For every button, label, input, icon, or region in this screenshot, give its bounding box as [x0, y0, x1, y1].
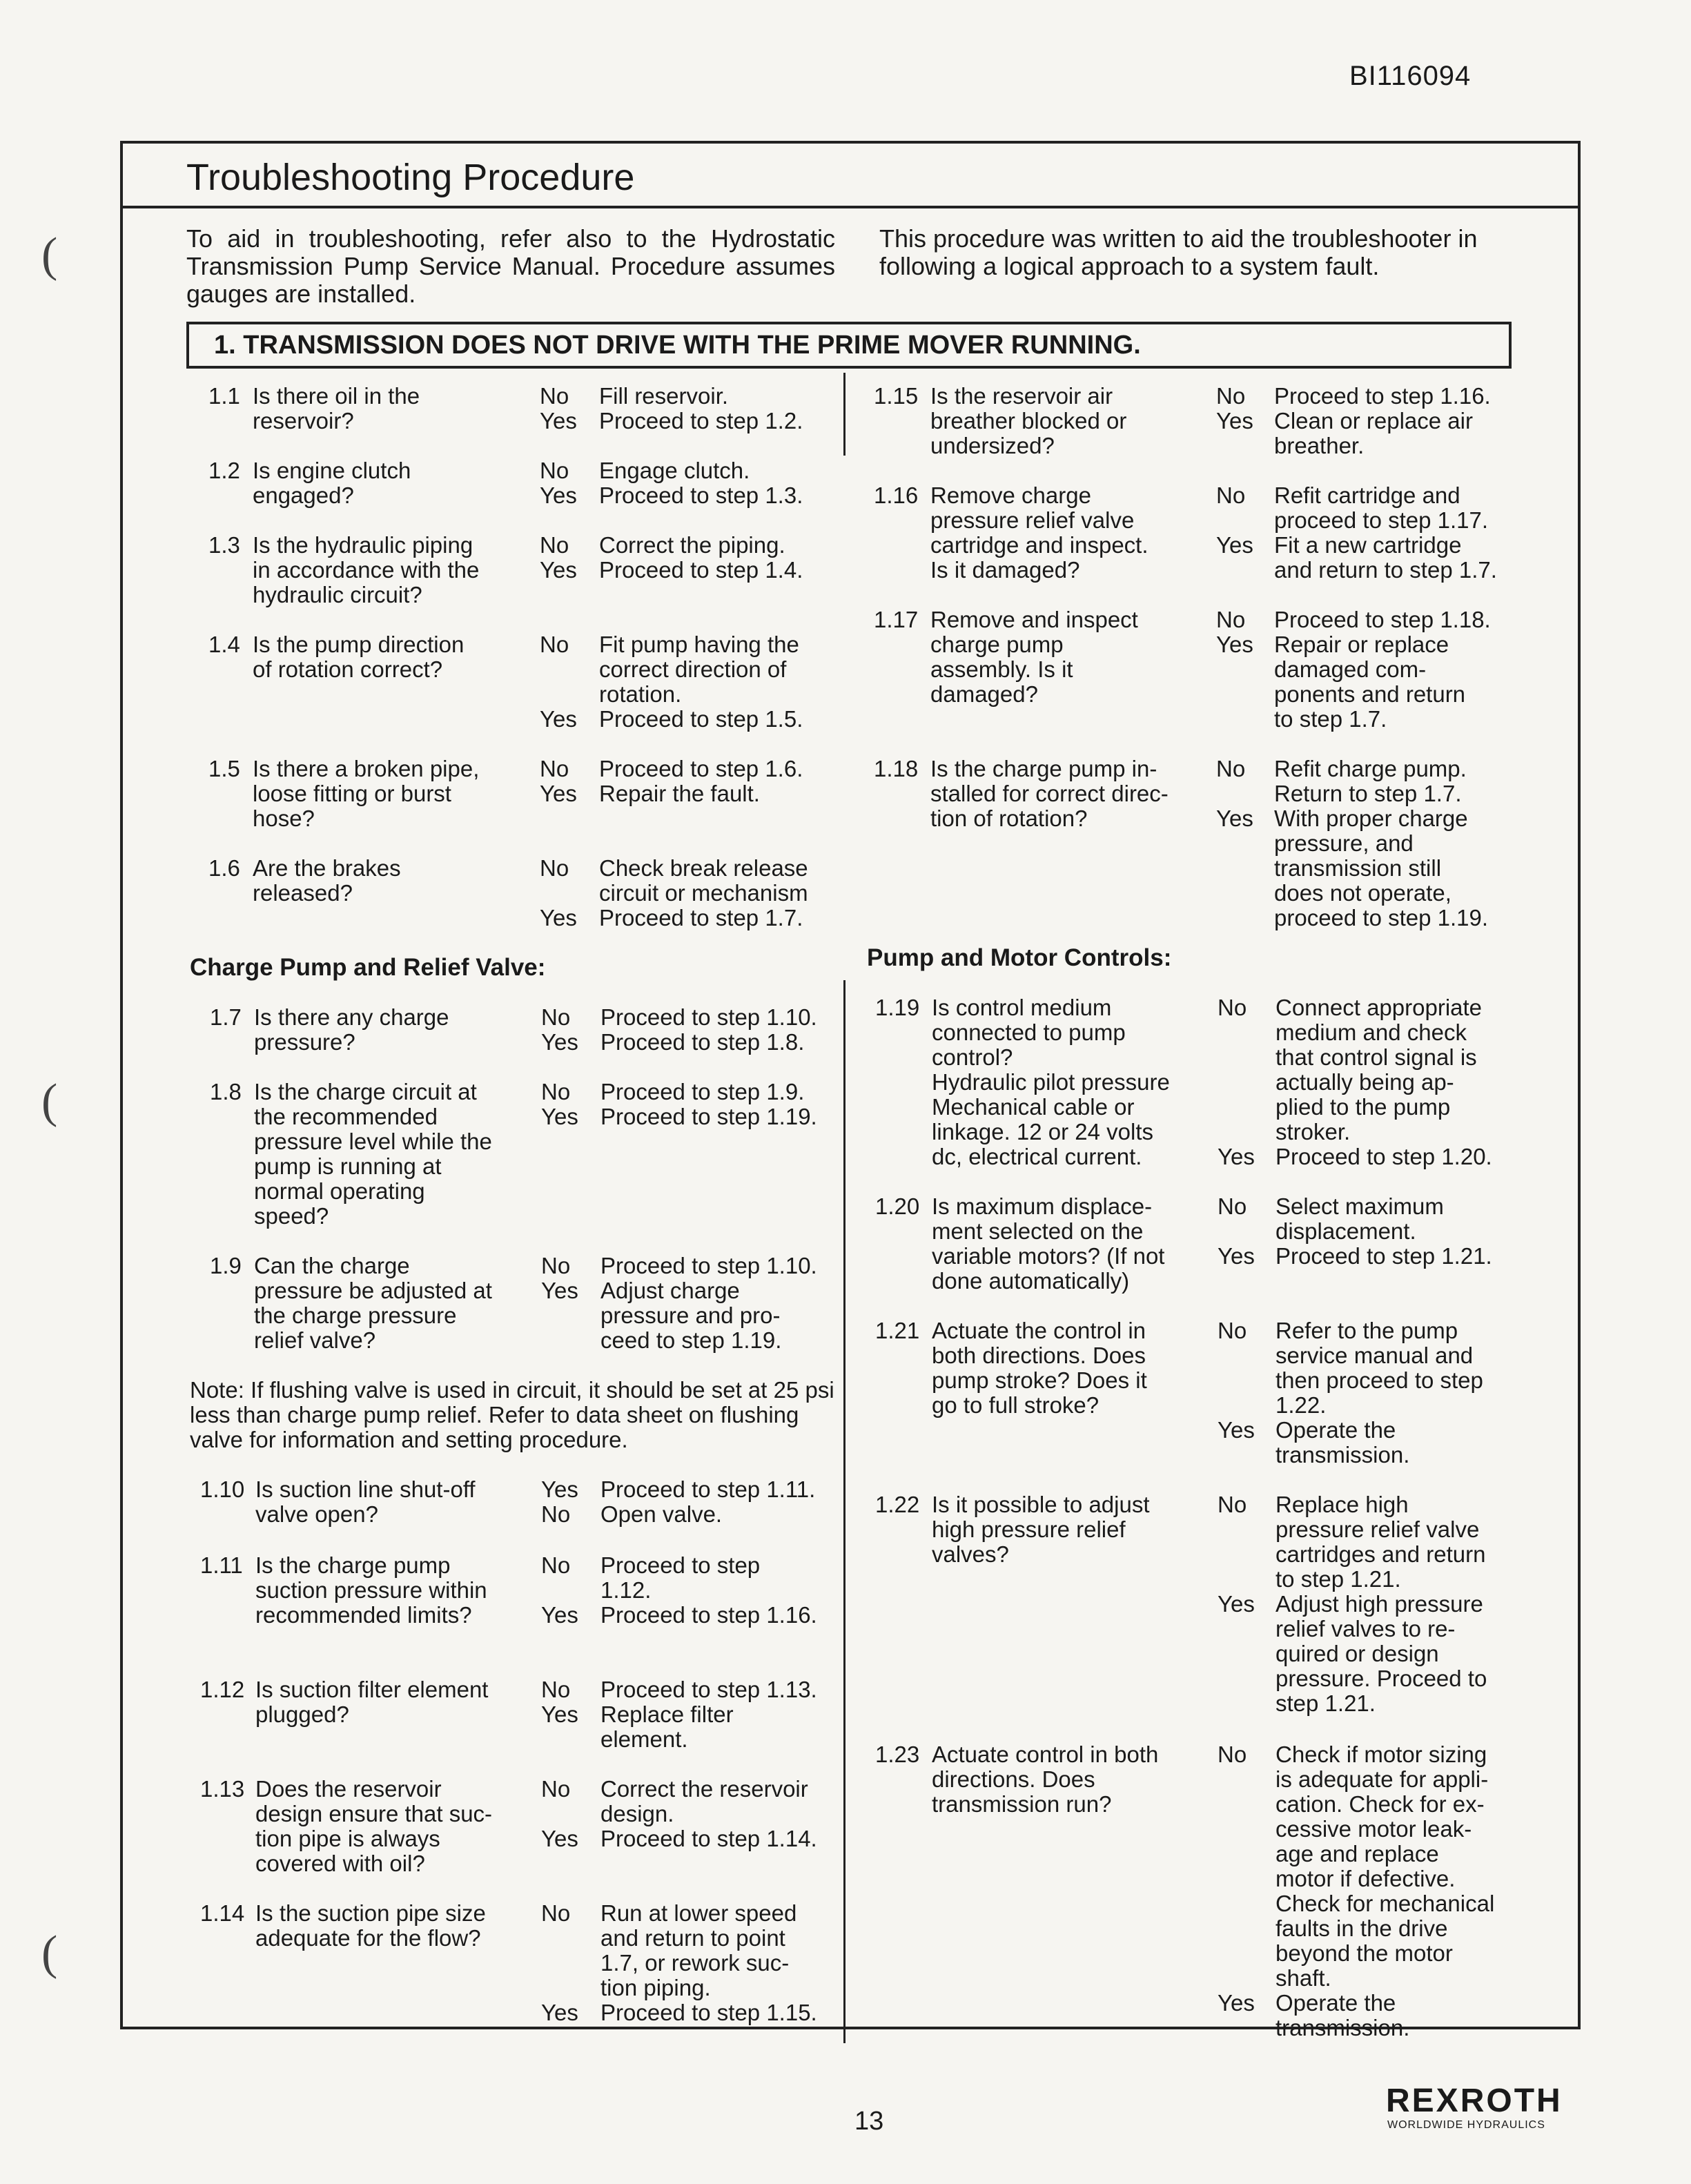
step-number: 1.17 — [874, 607, 919, 632]
binding-mark: ( — [41, 1075, 58, 1128]
step-actions: Proceed to step 1.13. Replace filter element. — [600, 1677, 817, 1752]
step-number: 1.22 — [875, 1492, 920, 1517]
step-question: Is the charge circuit at the recommended pressure level while the pump is running at normal operating speed? — [254, 1079, 492, 1229]
step-question: Is maximum displace- ment selected on the variable motors? (If not done automatically) — [932, 1193, 1165, 1294]
binding-mark: ( — [41, 1927, 58, 1980]
step-question: Is there any charge pressure? — [254, 1004, 449, 1055]
step-answers: No Yes — [540, 855, 577, 930]
step-actions: Correct the reservoir design. Proceed to step 1.14. — [600, 1776, 817, 1851]
step-question: Is suction filter element plugged? — [255, 1677, 489, 1727]
step-number: 1.14 — [200, 1900, 245, 1926]
step-actions: Fit pump having the correct direction of rotation. Proceed to step 1.5. — [599, 632, 803, 732]
step-number: 1.8 — [210, 1079, 242, 1104]
step-number: 1.2 — [208, 458, 240, 483]
step-answers: No Yes — [1216, 383, 1253, 433]
step-question: Is control medium connected to pump control? Hydraulic pilot pressure Mechanical cable or linkage. 12 or 24 volts dc, electrical current. — [932, 995, 1170, 1169]
step-question: Is the pump direction of rotation correct? — [253, 632, 465, 682]
step-number: 1.9 — [210, 1253, 242, 1278]
step-answers: No Yes — [540, 383, 577, 433]
step-question: Actuate control in both directions. Does transmission run? — [932, 1742, 1159, 1817]
step-actions: Check break release circuit or mechanism Proceed to step 1.7. — [599, 855, 808, 930]
brand-tagline: WORLDWIDE HYDRAULICS — [1387, 2119, 1545, 2131]
step-actions: Run at lower speed and return to point 1.7, or rework suc- tion piping. Proceed to step 1.15. — [600, 1900, 817, 2025]
step-actions: Fill reservoir. Proceed to step 1.2. — [599, 383, 803, 433]
step-question: Is the suction pipe size adequate for the flow? — [255, 1900, 486, 1951]
step-number: 1.12 — [200, 1677, 245, 1702]
subheading-pump-motor-controls: Pump and Motor Controls: — [867, 944, 1172, 971]
step-answers: No Yes — [540, 532, 577, 583]
page-number: 13 — [854, 2107, 884, 2136]
step-question: Is suction line shut-off valve open? — [255, 1476, 476, 1527]
step-answers: No Yes — [541, 1677, 578, 1727]
step-answers: No Yes — [1216, 607, 1253, 657]
subheading-charge-pump: Charge Pump and Relief Valve: — [190, 954, 546, 981]
page-title: Troubleshooting Procedure — [186, 157, 635, 198]
step-answers: No Yes — [1218, 1492, 1255, 1617]
step-actions: Proceed to step 1.11. Open valve. — [600, 1476, 816, 1527]
intro-left: To aid in troubleshooting, refer also to the Hydrostatic Transmission Pump Service Manual. Procedure assumes gauges are installed. — [186, 224, 835, 308]
step-actions: Correct the piping. Proceed to step 1.4. — [599, 532, 803, 583]
step-number: 1.11 — [200, 1552, 243, 1578]
step-answers: No Yes — [541, 1552, 578, 1628]
step-question: Is the charge pump suction pressure within recommended limits? — [255, 1552, 487, 1628]
step-answers: No Yes — [541, 1079, 578, 1129]
step-question: Remove charge pressure relief valve cartridge and inspect. Is it damaged? — [930, 482, 1148, 583]
step-number: 1.15 — [874, 383, 919, 409]
step-actions: Check if motor sizing is adequate for appli- cation. Check for ex- cessive motor leak- age and replace motor if defective. Check for mechanical faults in the drive beyond the motor shaft. Operate the transmission. — [1275, 1742, 1495, 2040]
step-answers: No Yes — [1218, 1193, 1255, 1269]
step-number: 1.10 — [200, 1476, 245, 1502]
step-actions: Select maximum displacement. Proceed to step 1.21. — [1275, 1193, 1492, 1269]
step-number: 1.13 — [200, 1776, 245, 1802]
step-answers: No Yes — [1216, 756, 1253, 831]
step-actions: Proceed to step 1.10. Adjust charge pressure and pro- ceed to step 1.19. — [600, 1253, 817, 1353]
step-question: Can the charge pressure be adjusted at the charge pressure relief valve? — [254, 1253, 492, 1353]
step-actions: Proceed to step 1.6. Repair the fault. — [599, 756, 803, 806]
step-actions: Refit charge pump. Return to step 1.7. With proper charge pressure, and transmission still does not operate, proceed to step 1.19. — [1274, 756, 1489, 930]
step-number: 1.21 — [875, 1318, 920, 1343]
step-question: Does the reservoir design ensure that suc- tion pipe is always covered with oil? — [255, 1776, 493, 1876]
step-answers: No Yes — [1218, 995, 1255, 1169]
step-answers: No Yes — [1216, 482, 1253, 558]
step-question: Remove and inspect charge pump assembly. Is it damaged? — [930, 607, 1138, 707]
step-question: Actuate the control in both directions. Does pump stroke? Does it go to full stroke? — [932, 1318, 1147, 1418]
step-number: 1.18 — [874, 756, 919, 781]
step-number: 1.20 — [875, 1193, 920, 1219]
flushing-valve-note: Note: If flushing valve is used in circuit, it should be set at 25 psi less than charge pump relief. Refer to data sheet on flushing valve for information and setting procedure. — [190, 1377, 834, 1452]
step-actions: Refer to the pump service manual and then proceed to step 1.22. Operate the transmission. — [1275, 1318, 1483, 1468]
step-number: 1.23 — [875, 1742, 920, 1767]
step-number: 1.16 — [874, 482, 919, 508]
step-number: 1.3 — [208, 532, 240, 558]
step-answers: No Yes — [541, 1776, 578, 1851]
step-answers: No Yes — [541, 1253, 578, 1303]
step-question: Are the brakes released? — [253, 855, 401, 906]
step-question: Is the hydraulic piping in accordance with the hydraulic circuit? — [253, 532, 480, 607]
step-actions: Engage clutch. Proceed to step 1.3. — [599, 458, 803, 508]
step-question: Is there oil in the reservoir? — [253, 383, 420, 433]
step-answers: No Yes — [541, 1004, 578, 1055]
step-answers: No Yes — [540, 756, 577, 806]
step-number: 1.19 — [875, 995, 920, 1020]
step-answers: No Yes — [1218, 1318, 1255, 1443]
step-question: Is the charge pump in- stalled for correct direc- tion of rotation? — [930, 756, 1169, 831]
step-question: Is the reservoir air breather blocked or undersized? — [930, 383, 1127, 458]
step-number: 1.6 — [208, 855, 240, 881]
step-answers: No Yes — [540, 458, 577, 508]
brand-logo: REXROTH — [1386, 2083, 1563, 2119]
section-heading: 1. TRANSMISSION DOES NOT DRIVE WITH THE PRIME MOVER RUNNING. — [186, 322, 1512, 369]
step-question: Is engine clutch engaged? — [253, 458, 411, 508]
step-number: 1.5 — [208, 756, 240, 781]
step-question: Is there a broken pipe, loose fitting or burst hose? — [253, 756, 480, 831]
step-actions: Proceed to step 1.16. Clean or replace air breather. — [1274, 383, 1491, 458]
step-actions: Replace high pressure relief valve cartridges and return to step 1.21. Adjust high pressure relief valves to re- quired or design pressure. Proceed to step 1.21. — [1275, 1492, 1487, 1716]
step-actions: Proceed to step 1.12. Proceed to step 1.16. — [600, 1552, 817, 1628]
binding-mark: ( — [41, 228, 58, 282]
step-actions: Proceed to step 1.18. Repair or replace damaged com- ponents and return to step 1.7. — [1274, 607, 1491, 732]
step-actions: Proceed to step 1.9. Proceed to step 1.19. — [600, 1079, 817, 1129]
intro-right: This procedure was written to aid the troubleshooter in following a logical approach to a system fault. — [879, 224, 1478, 280]
step-actions: Refit cartridge and proceed to step 1.17. Fit a new cartridge and return to step 1.7. — [1274, 482, 1497, 583]
step-answers: No Yes — [1218, 1742, 1255, 2016]
title-divider — [120, 206, 1581, 208]
column-divider — [843, 980, 845, 2043]
step-number: 1.1 — [208, 383, 240, 409]
step-actions: Proceed to step 1.10. Proceed to step 1.8. — [600, 1004, 817, 1055]
step-actions: Connect appropriate medium and check that control signal is actually being ap- plied to the pump stroker. Proceed to step 1.20. — [1275, 995, 1492, 1169]
step-answers: No Yes — [540, 632, 577, 732]
step-question: Is it possible to adjust high pressure relief valves? — [932, 1492, 1150, 1567]
step-number: 1.4 — [208, 632, 240, 657]
column-divider — [843, 373, 845, 456]
document-id: BI116094 — [1349, 61, 1472, 91]
step-answers: Yes No — [541, 1476, 578, 1527]
step-answers: No Yes — [541, 1900, 578, 2025]
step-number: 1.7 — [210, 1004, 242, 1030]
